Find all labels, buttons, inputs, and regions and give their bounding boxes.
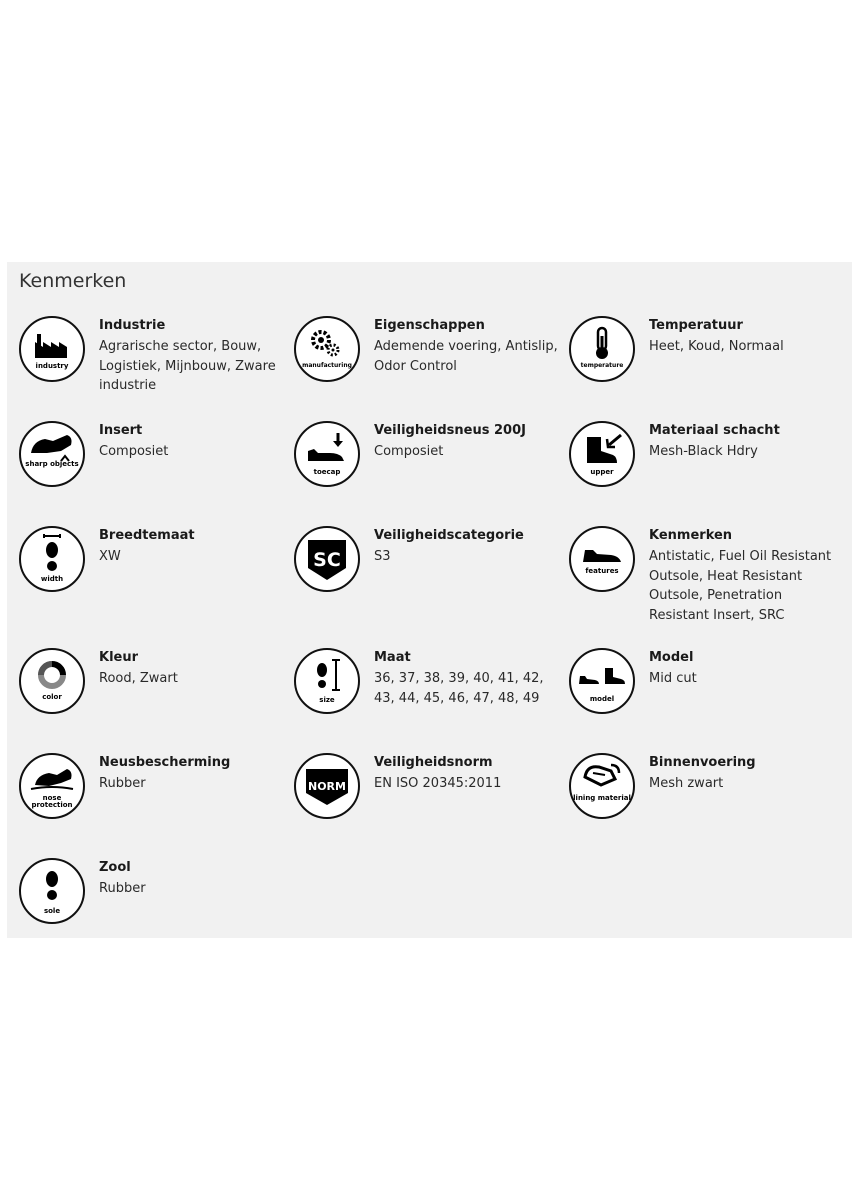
feature-neusbescherming (19, 753, 289, 853)
feature-value: Agrarische sector, Bouw, Logistiek, Mijnbouw, Zware industrie (99, 339, 276, 393)
shoe-features-icon (569, 526, 635, 592)
feature-maat (294, 648, 564, 748)
badge-caption: nose protection (31, 794, 73, 809)
badge-caption: color (42, 693, 62, 701)
badge-caption: manufacturing (302, 362, 352, 369)
badge-caption: industry (35, 362, 69, 370)
feature-value: Rubber (99, 776, 146, 791)
feature-kenmerken (569, 526, 839, 626)
feature-kleur (19, 648, 289, 748)
feature-label: Veiligheidsnorm (374, 755, 493, 770)
feature-value: Composiet (374, 444, 444, 459)
section-title: Kenmerken (19, 270, 127, 292)
feature-label: Materiaal schacht (649, 423, 780, 438)
svg-text:NORM: NORM (308, 780, 346, 793)
feature-veiligheidsneus (294, 421, 564, 521)
feature-value: XW (99, 549, 121, 564)
badge-caption: features (585, 567, 619, 575)
feature-label: Veiligheidscategorie (374, 528, 524, 543)
feature-veiligheidscategorie (294, 526, 564, 626)
feature-value: Antistatic, Fuel Oil Resistant Outsole, Heat Resistant Outsole, Penetration Resistant Insert, SRC (649, 549, 832, 623)
feature-label: Kenmerken (649, 528, 733, 543)
badge-caption: toecap (313, 468, 341, 476)
feature-value: Ademende voering, Antislip, Odor Control (374, 339, 558, 374)
feature-label: Veiligheidsneus 200J (374, 423, 526, 438)
feature-binnenvoering (569, 753, 839, 853)
shoe-model-icon (569, 648, 635, 714)
shoe-sharp-objects-icon (19, 421, 85, 487)
feature-label: Neusbescherming (99, 755, 231, 770)
badge-caption: model (589, 695, 615, 703)
footprint-size-icon (294, 648, 360, 714)
nose-protection-icon (19, 753, 85, 819)
toecap-icon (294, 421, 360, 487)
feature-value: Heet, Koud, Normaal (649, 339, 784, 354)
sole-width-icon (19, 526, 85, 592)
feature-value: 36, 37, 38, 39, 40, 41, 42, 43, 44, 45, 46, 47, 48, 49 (374, 671, 544, 706)
feature-label: Model (649, 650, 694, 665)
feature-value: Composiet (99, 444, 169, 459)
sc-shield-icon (294, 526, 360, 592)
feature-temperatuur (569, 316, 839, 416)
feature-label: Breedtemaat (99, 528, 195, 543)
badge-caption: temperature (580, 362, 624, 369)
feature-industrie (19, 316, 289, 416)
feature-label: Industrie (99, 318, 166, 333)
badge-caption: size (319, 696, 335, 704)
badge-caption: width (40, 575, 64, 583)
feature-veiligheidsnorm (294, 753, 564, 853)
lining-material-icon (569, 753, 635, 819)
badge-caption: lining material (573, 794, 631, 802)
feature-value: Rood, Zwart (99, 671, 178, 686)
feature-label: Maat (374, 650, 411, 665)
feature-label: Kleur (99, 650, 139, 665)
color-ring-icon (19, 648, 85, 714)
thermometer-icon (569, 316, 635, 382)
features-panel (7, 262, 852, 938)
feature-breedtemaat (19, 526, 289, 626)
feature-value: S3 (374, 549, 391, 564)
feature-value: EN ISO 20345:2011 (374, 776, 502, 791)
feature-value: Rubber (99, 881, 146, 896)
gears-icon (294, 316, 360, 382)
feature-label: Insert (99, 423, 143, 438)
boot-upper-icon (569, 421, 635, 487)
feature-model (569, 648, 839, 748)
feature-value: Mid cut (649, 671, 697, 686)
feature-insert (19, 421, 289, 521)
factory-icon (19, 316, 85, 382)
badge-caption: upper (590, 468, 614, 476)
feature-value: Mesh zwart (649, 776, 724, 791)
feature-label: Zool (99, 860, 131, 875)
feature-eigenschappen (294, 316, 564, 416)
badge-caption: sharp objects (25, 460, 79, 468)
sole-icon (19, 858, 85, 924)
feature-label: Temperatuur (649, 318, 743, 333)
feature-zool (19, 858, 289, 958)
feature-materiaal-schacht (569, 421, 839, 521)
feature-label: Binnenvoering (649, 755, 756, 770)
badge-caption: sole (43, 907, 61, 915)
norm-shield-icon (294, 753, 360, 819)
svg-text:SC: SC (313, 549, 341, 571)
feature-label: Eigenschappen (374, 318, 485, 333)
feature-value: Mesh-Black Hdry (649, 444, 758, 459)
